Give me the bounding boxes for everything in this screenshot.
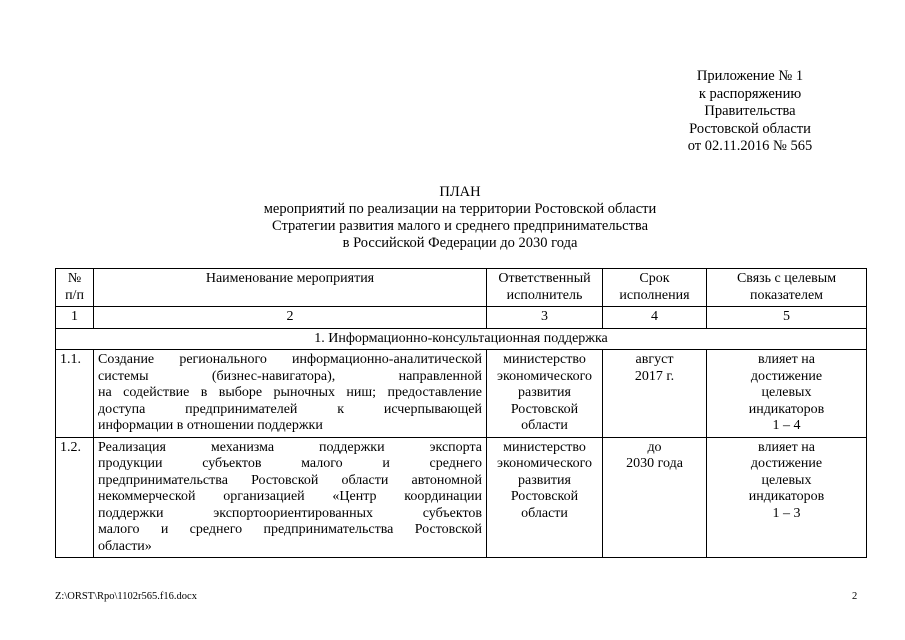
section-row (56, 328, 867, 350)
annex-line: от 02.11.2016 № 565 (687, 138, 813, 154)
section-title: 1. Информационно-консультационная поддержка (56, 328, 867, 350)
row-term: до 2030 года (603, 437, 707, 558)
row-link: влияет на достижение целевых индикаторов 1 – 3 (707, 437, 867, 558)
annex-line: Приложение № 1 (696, 68, 804, 84)
page-number: 2 (852, 591, 858, 602)
table-row (56, 437, 867, 558)
header-number: № п/п (56, 269, 94, 307)
annex-line: Ростовской области (689, 120, 811, 137)
row-link: влияет на достижение целевых индикаторов 1 – 4 (707, 350, 867, 438)
column-index: 5 (707, 307, 867, 329)
row-term: август 2017 г. (603, 350, 707, 438)
row-responsible: министерство экономического развития Ростовской области (487, 350, 603, 438)
annex-line: к распоряжению (698, 85, 802, 102)
plan-title-line: мероприятий по реализации на территории Ростовской области (263, 201, 657, 217)
measures-table (55, 268, 867, 558)
column-index: 3 (487, 307, 603, 329)
row-name: Создание регионального информационно-аналитической системы (бизнес-навигатора), направленной на содействие в выборе рыночных ниш; предоставление доступа предпринимателей к исчерпывающей информации в отношении поддержки (94, 350, 487, 438)
header-responsible: Ответственный исполнитель (487, 269, 603, 307)
annex-header (640, 68, 860, 156)
row-number: 1.1. (56, 350, 94, 438)
plan-title-line: Стратегии развития малого и среднего предпринимательства (271, 218, 649, 234)
annex-line: Правительства (704, 103, 796, 119)
table-row (56, 350, 867, 438)
column-index: 4 (603, 307, 707, 329)
row-responsible: министерство экономического развития Ростовской области (487, 437, 603, 558)
row-number: 1.2. (56, 437, 94, 558)
row-name: Реализация механизма поддержки экспорта продукции субъектов малого и среднего предпринимательства Ростовской области автономной некоммерческой организацией «Центр координации поддержки экспортоориентированных субъектов малого и среднего предпринимательства Ростовской области» (94, 437, 487, 558)
header-name: Наименование мероприятия (94, 269, 487, 307)
column-index-row (56, 307, 867, 329)
column-index: 1 (56, 307, 94, 329)
header-term: Срок исполнения (603, 269, 707, 307)
table-header-row (56, 269, 867, 307)
plan-title-line: в Российской Федерации до 2030 года (342, 235, 578, 251)
file-path: Z:\ORST\Rpo\1102r565.f16.docx (55, 591, 197, 602)
plan-title-line: ПЛАН (439, 184, 481, 200)
column-index: 2 (94, 307, 487, 329)
header-link: Связь с целевым показателем (707, 269, 867, 307)
plan-title (230, 184, 690, 252)
